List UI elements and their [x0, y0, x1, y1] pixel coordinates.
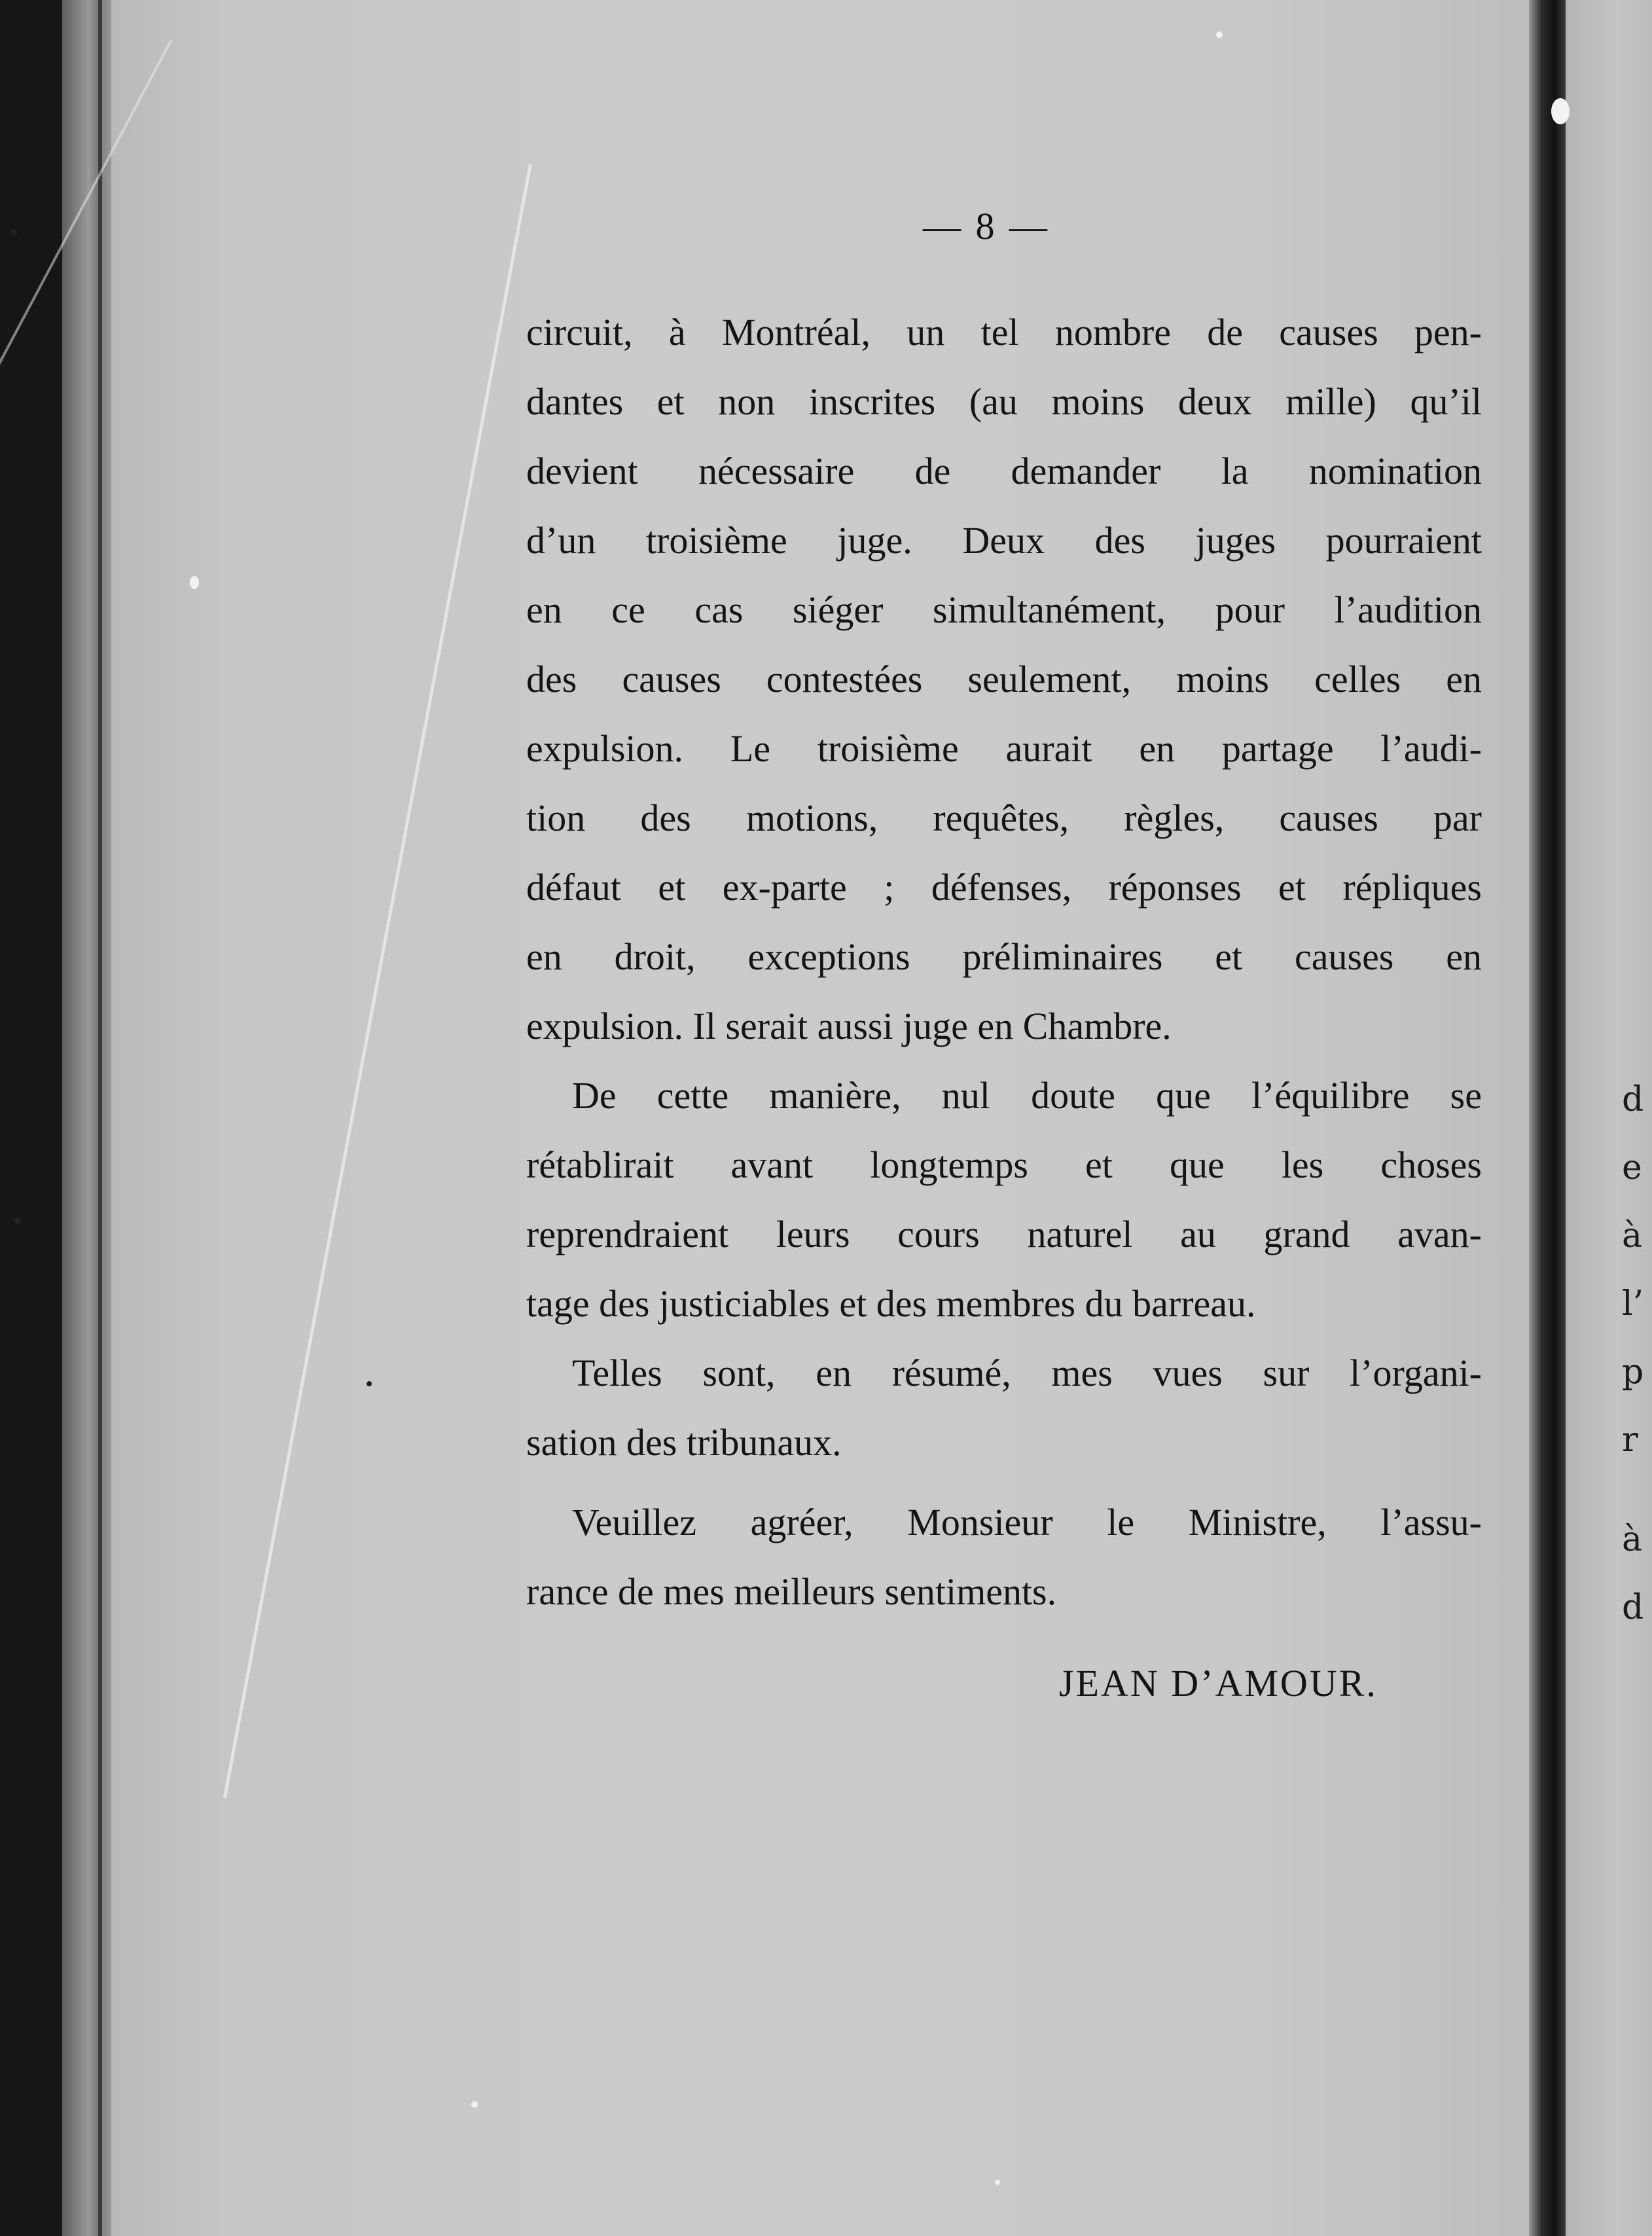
page-gutter [1529, 0, 1566, 2236]
dust-speck [190, 576, 199, 589]
adjacent-page-fragment: d [1622, 1588, 1644, 1627]
text-line: rance de mes meilleurs sentiments. [526, 1570, 1057, 1613]
adjacent-page-fragment: e [1622, 1148, 1642, 1187]
signature: JEAN D’AMOUR. [1059, 1662, 1378, 1704]
adjacent-page-text [1622, 1066, 1643, 1642]
paragraph [526, 1488, 1482, 1627]
text-line: Veuillez agréer, Monsieur le Ministre, l’assu- [572, 1501, 1482, 1543]
paragraph [526, 1339, 1482, 1477]
adjacent-page-fragment: l’ [1622, 1284, 1644, 1324]
body-text [526, 298, 1482, 1627]
dust-speck [1216, 31, 1223, 38]
text-line: expulsion. Le troisième aurait en partage l’audi- [526, 727, 1482, 770]
adjacent-page-fragment: d [1622, 1080, 1644, 1119]
text-line: devient nécessaire de demander la nomination [526, 450, 1482, 492]
dust-speck [1551, 98, 1570, 124]
paragraph [526, 1061, 1482, 1339]
dust-speck [367, 1381, 372, 1386]
dust-speck [14, 1217, 21, 1224]
text-line: Telles sont, en résumé, mes vues sur l’organi- [572, 1352, 1482, 1394]
text-line: circuit, à Montréal, un tel nombre de causes pen- [526, 311, 1482, 353]
text-line: De cette manière, nul doute que l’équilibre se [572, 1074, 1482, 1117]
paragraph [526, 298, 1482, 1061]
binding-edge-line [98, 0, 102, 2236]
text-line: reprendraient leurs cours naturel au grand avan- [526, 1213, 1482, 1255]
dust-speck [471, 2101, 478, 2108]
text-line: tion des motions, requêtes, règles, causes par [526, 797, 1482, 839]
text-line: défaut et ex-parte ; défenses, réponses et répliques [526, 866, 1482, 909]
text-line: dantes et non inscrites (au moins deux mille) qu’il [526, 380, 1482, 423]
dust-speck [995, 2180, 1000, 2185]
text-line: d’un troisième juge. Deux des juges pourraient [526, 519, 1482, 562]
text-line: sation des tribunaux. [526, 1421, 842, 1464]
adjacent-page-fragment: à [1622, 1216, 1643, 1255]
adjacent-page-fragment: p [1622, 1352, 1644, 1392]
text-line: tage des justiciables et des membres du barreau. [526, 1282, 1256, 1325]
text-line: expulsion. Il serait aussi juge en Chambre. [526, 1005, 1172, 1047]
page-number: — 8 — [923, 205, 1050, 247]
adjacent-page-fragment: à [1622, 1520, 1643, 1559]
adjacent-page-fragment: r [1622, 1420, 1638, 1460]
text-line: des causes contestées seulement, moins celles en [526, 658, 1482, 700]
text-line: rétablirait avant longtemps et que les choses [526, 1144, 1482, 1186]
dust-speck [10, 229, 17, 236]
text-line: en ce cas siéger simultanément, pour l’audition [526, 588, 1482, 631]
text-line: en droit, exceptions préliminaires et causes en [526, 935, 1482, 978]
